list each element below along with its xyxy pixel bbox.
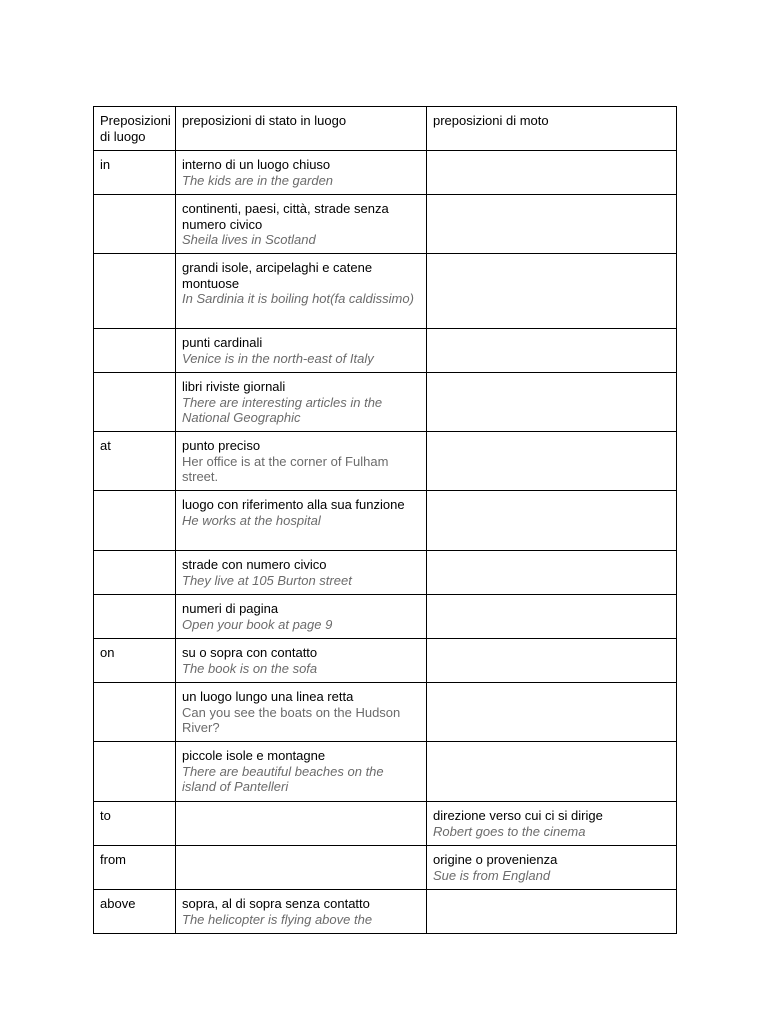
stato-description: numeri di pagina bbox=[182, 601, 279, 616]
stato-cell bbox=[176, 551, 427, 595]
prep-cell: on bbox=[94, 639, 176, 683]
moto-description: origine o provenienza bbox=[433, 852, 558, 867]
stato-description: punto preciso bbox=[182, 438, 261, 453]
moto-cell bbox=[427, 595, 677, 639]
stato-description: luogo con riferimento alla sua funzione bbox=[182, 497, 405, 512]
prep-cell: from bbox=[94, 846, 176, 890]
moto-description: direzione verso cui ci si dirige bbox=[433, 808, 603, 823]
moto-cell bbox=[427, 329, 677, 373]
moto-cell bbox=[427, 432, 677, 491]
prep-cell: at bbox=[94, 432, 176, 491]
stato-cell bbox=[176, 595, 427, 639]
stato-description: interno di un luogo chiuso bbox=[182, 157, 331, 172]
moto-cell bbox=[427, 683, 677, 742]
stato-example: There are interesting articles in the National Geographic bbox=[182, 394, 383, 425]
table-row bbox=[94, 683, 677, 742]
prep-cell bbox=[94, 491, 176, 551]
stato-cell bbox=[176, 195, 427, 254]
stato-cell bbox=[176, 373, 427, 432]
stato-example: The helicopter is flying above the bbox=[182, 911, 373, 927]
stato-cell bbox=[176, 254, 427, 329]
stato-cell bbox=[176, 683, 427, 742]
prep-cell bbox=[94, 373, 176, 432]
moto-cell bbox=[427, 742, 677, 802]
moto-cell bbox=[427, 151, 677, 195]
stato-cell bbox=[176, 329, 427, 373]
stato-example: The kids are in the garden bbox=[182, 172, 334, 188]
stato-description: grandi isole, arcipelaghi e catene montuose bbox=[182, 260, 373, 291]
moto-example: Robert goes to the cinema bbox=[433, 823, 586, 839]
stato-description: su o sopra con contatto bbox=[182, 645, 318, 660]
prepositions-table bbox=[93, 106, 677, 934]
stato-example: Sheila lives in Scotland bbox=[182, 232, 316, 247]
table-header-row bbox=[94, 107, 677, 151]
table-row bbox=[94, 742, 677, 802]
header-moto: preposizioni di moto bbox=[427, 107, 677, 151]
stato-description: un luogo lungo una linea retta bbox=[182, 689, 354, 704]
stato-description: libri riviste giornali bbox=[182, 379, 286, 394]
prep-cell bbox=[94, 595, 176, 639]
header-stato-in-luogo: preposizioni di stato in luogo bbox=[176, 107, 427, 151]
stato-example: He works at the hospital bbox=[182, 512, 321, 528]
stato-example: Her office is at the corner of Fulham street. bbox=[182, 453, 389, 484]
stato-example: There are beautiful beaches on the island of Pantelleri bbox=[182, 763, 384, 794]
stato-example: The book is on the sofa bbox=[182, 660, 318, 676]
prep-cell bbox=[94, 551, 176, 595]
stato-description: continenti, paesi, città, strade senza numero civico bbox=[182, 201, 389, 232]
stato-cell bbox=[176, 639, 427, 683]
moto-cell bbox=[427, 639, 677, 683]
stato-cell bbox=[176, 151, 427, 195]
stato-cell bbox=[176, 742, 427, 802]
moto-example: Sue is from England bbox=[433, 867, 551, 883]
prep-cell bbox=[94, 742, 176, 802]
table-row bbox=[94, 491, 677, 551]
moto-cell bbox=[427, 373, 677, 432]
table-row bbox=[94, 373, 677, 432]
stato-cell bbox=[176, 846, 427, 890]
prep-cell bbox=[94, 329, 176, 373]
stato-description: sopra, al di sopra senza contatto bbox=[182, 896, 370, 911]
moto-cell bbox=[427, 254, 677, 329]
moto-cell bbox=[427, 802, 677, 846]
stato-example: Can you see the boats on the Hudson River? bbox=[182, 704, 401, 735]
stato-example: They live at 105 Burton street bbox=[182, 572, 352, 588]
prep-cell bbox=[94, 254, 176, 329]
table-row bbox=[94, 195, 677, 254]
table-row bbox=[94, 639, 677, 683]
table-row bbox=[94, 432, 677, 491]
stato-example: Venice is in the north-east of Italy bbox=[182, 350, 374, 366]
stato-cell bbox=[176, 432, 427, 491]
prep-cell: to bbox=[94, 802, 176, 846]
prep-cell bbox=[94, 683, 176, 742]
table-row bbox=[94, 846, 677, 890]
header-preposizioni-di-luogo: Preposizioni di luogo bbox=[94, 107, 176, 151]
table-row bbox=[94, 329, 677, 373]
moto-cell bbox=[427, 195, 677, 254]
stato-cell bbox=[176, 491, 427, 551]
stato-description: punti cardinali bbox=[182, 335, 263, 350]
table-row bbox=[94, 802, 677, 846]
table-row bbox=[94, 595, 677, 639]
stato-cell bbox=[176, 890, 427, 934]
table-row bbox=[94, 551, 677, 595]
stato-cell bbox=[176, 802, 427, 846]
moto-cell bbox=[427, 491, 677, 551]
table-row bbox=[94, 254, 677, 329]
table-row bbox=[94, 890, 677, 934]
moto-cell bbox=[427, 846, 677, 890]
prep-cell: above bbox=[94, 890, 176, 934]
stato-example: Open your book at page 9 bbox=[182, 616, 333, 632]
moto-cell bbox=[427, 551, 677, 595]
table-row bbox=[94, 151, 677, 195]
prep-cell: in bbox=[94, 151, 176, 195]
stato-description: strade con numero civico bbox=[182, 557, 327, 572]
stato-example: In Sardinia it is boiling hot(fa caldissimo) bbox=[182, 291, 414, 306]
moto-cell bbox=[427, 890, 677, 934]
stato-description: piccole isole e montagne bbox=[182, 748, 326, 763]
prep-cell bbox=[94, 195, 176, 254]
